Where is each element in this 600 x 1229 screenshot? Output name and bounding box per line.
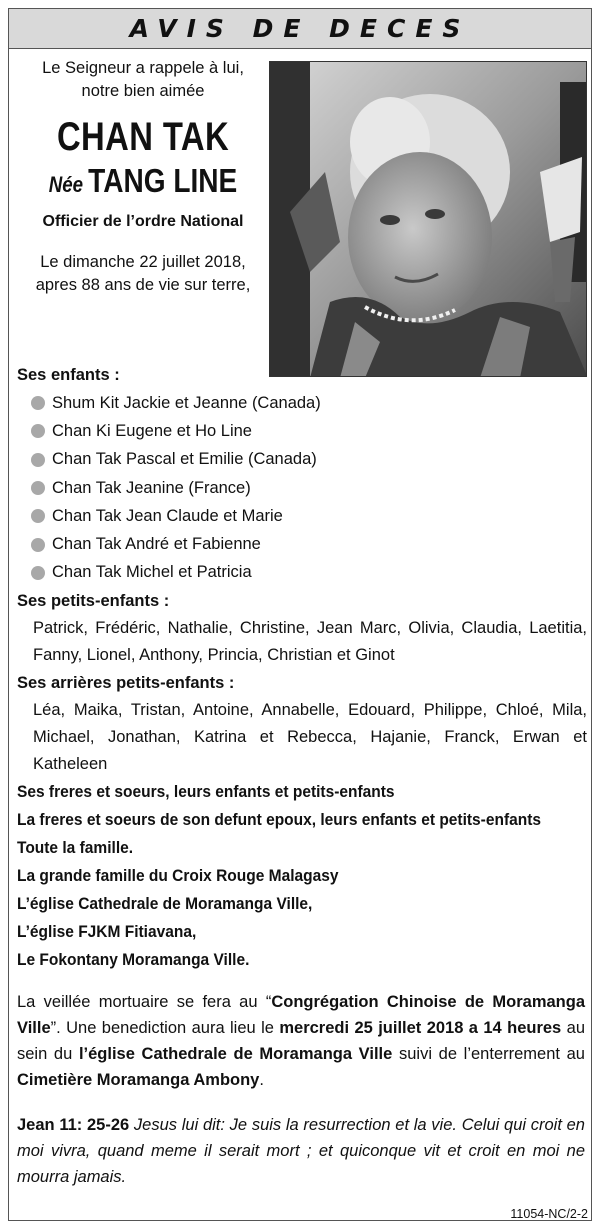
list-item: Chan Tak Jeanine (France) [17,474,587,502]
maiden-name-line [36,161,250,205]
other-mourner: Le Fokontany Moramanga Ville. [17,951,250,970]
bullet-icon [31,481,45,495]
portrait-image [270,62,587,377]
verse-text: Jesus lui dit: Je suis la resurrection et la vie. Celui qui croit en moi vivra, quand meme il serait mort ; et quiconque vit et croit en moi ne mourra jamais. [17,1116,585,1186]
bullet-icon [31,396,45,410]
honor-title: Officier de l’ordre National [42,213,244,230]
verse-reference: Jean 11: 25-26 [17,1116,130,1134]
intro-line-1: Le Seigneur a rappele à lui, [42,59,244,77]
bullet-icon [31,424,45,438]
bible-verse [17,1112,585,1190]
other-mourner: La freres et soeurs de son defunt epoux, leurs enfants et petits-enfants [17,811,542,830]
bullet-icon [31,509,45,523]
list-item: Chan Tak Michel et Patricia [17,559,587,587]
notice-frame [8,8,592,1221]
nee-label: Née [48,172,84,197]
bullet-icon [31,566,45,580]
list-item: Chan Tak Jean Claude et Marie [17,502,587,530]
bullet-icon [31,453,45,467]
list-item: Chan Tak Pascal et Emilie (Canada) [17,446,587,474]
vigil-paragraph: La veillée mortuaire se fera au “Congrégation Chinoise de Moramanga Ville”. Une benediction aura lieu le mercredi 25 juillet 2018 a 14 heures au sein du l’église Cathedrale de Moramanga Ville suivi de l’enterrement au Cimetière Moramanga Ambony. [17,993,586,1089]
banner [9,9,591,49]
list-item: Chan Tak André et Fabienne [17,530,587,558]
family-lists [17,361,587,974]
grandchildren-list: Patrick, Frédéric, Nathalie, Christine, Jean Marc, Olivia, Claudia, Laetitia, Fanny, Lionel, Anthony, Princia, Christian et Ginot [33,619,587,665]
other-mourner: Ses freres et soeurs, leurs enfants et petits-enfants [17,783,395,802]
reference-code: 11054-NC/2-2 [510,1207,588,1221]
intro-block [17,57,269,297]
banner-title: AVIS DE DECES [129,14,471,43]
date-line-1: Le dimanche 22 juillet 2018, [40,253,246,271]
other-mourner: La grande famille du Croix Rouge Malagasy [17,867,339,886]
other-mourner: L’église Cathedrale de Moramanga Ville, [17,895,313,914]
other-mourner: Toute la famille. [17,839,134,858]
list-item: Chan Ki Eugene et Ho Line [17,417,587,445]
list-item: Shum Kit Jackie et Jeanne (Canada) [17,389,587,417]
date-block [17,251,269,297]
maiden-name: TANG LINE [88,162,238,199]
great-grandchildren-heading: Ses arrières petits-enfants : [17,674,235,693]
great-grandchildren-list: Léa, Maika, Tristan, Antoine, Annabelle, Edouard, Philippe, Chloé, Mila, Michael, Jonathan, Katrina et Rebecca, Hajanie, Franck, Erwan et Katheleen [33,701,587,774]
children-heading: Ses enfants : [17,366,120,384]
portrait-photo [269,61,587,377]
date-line-2: apres 88 ans de vie sur terre, [35,276,251,294]
bullet-icon [31,538,45,552]
grandchildren-heading: Ses petits-enfants : [17,592,170,611]
other-mourner: L’église FJKM Fitiavana, [17,923,197,942]
intro-line-2: notre bien aimée [81,82,205,100]
deceased-name: CHAN TAK [56,115,230,159]
